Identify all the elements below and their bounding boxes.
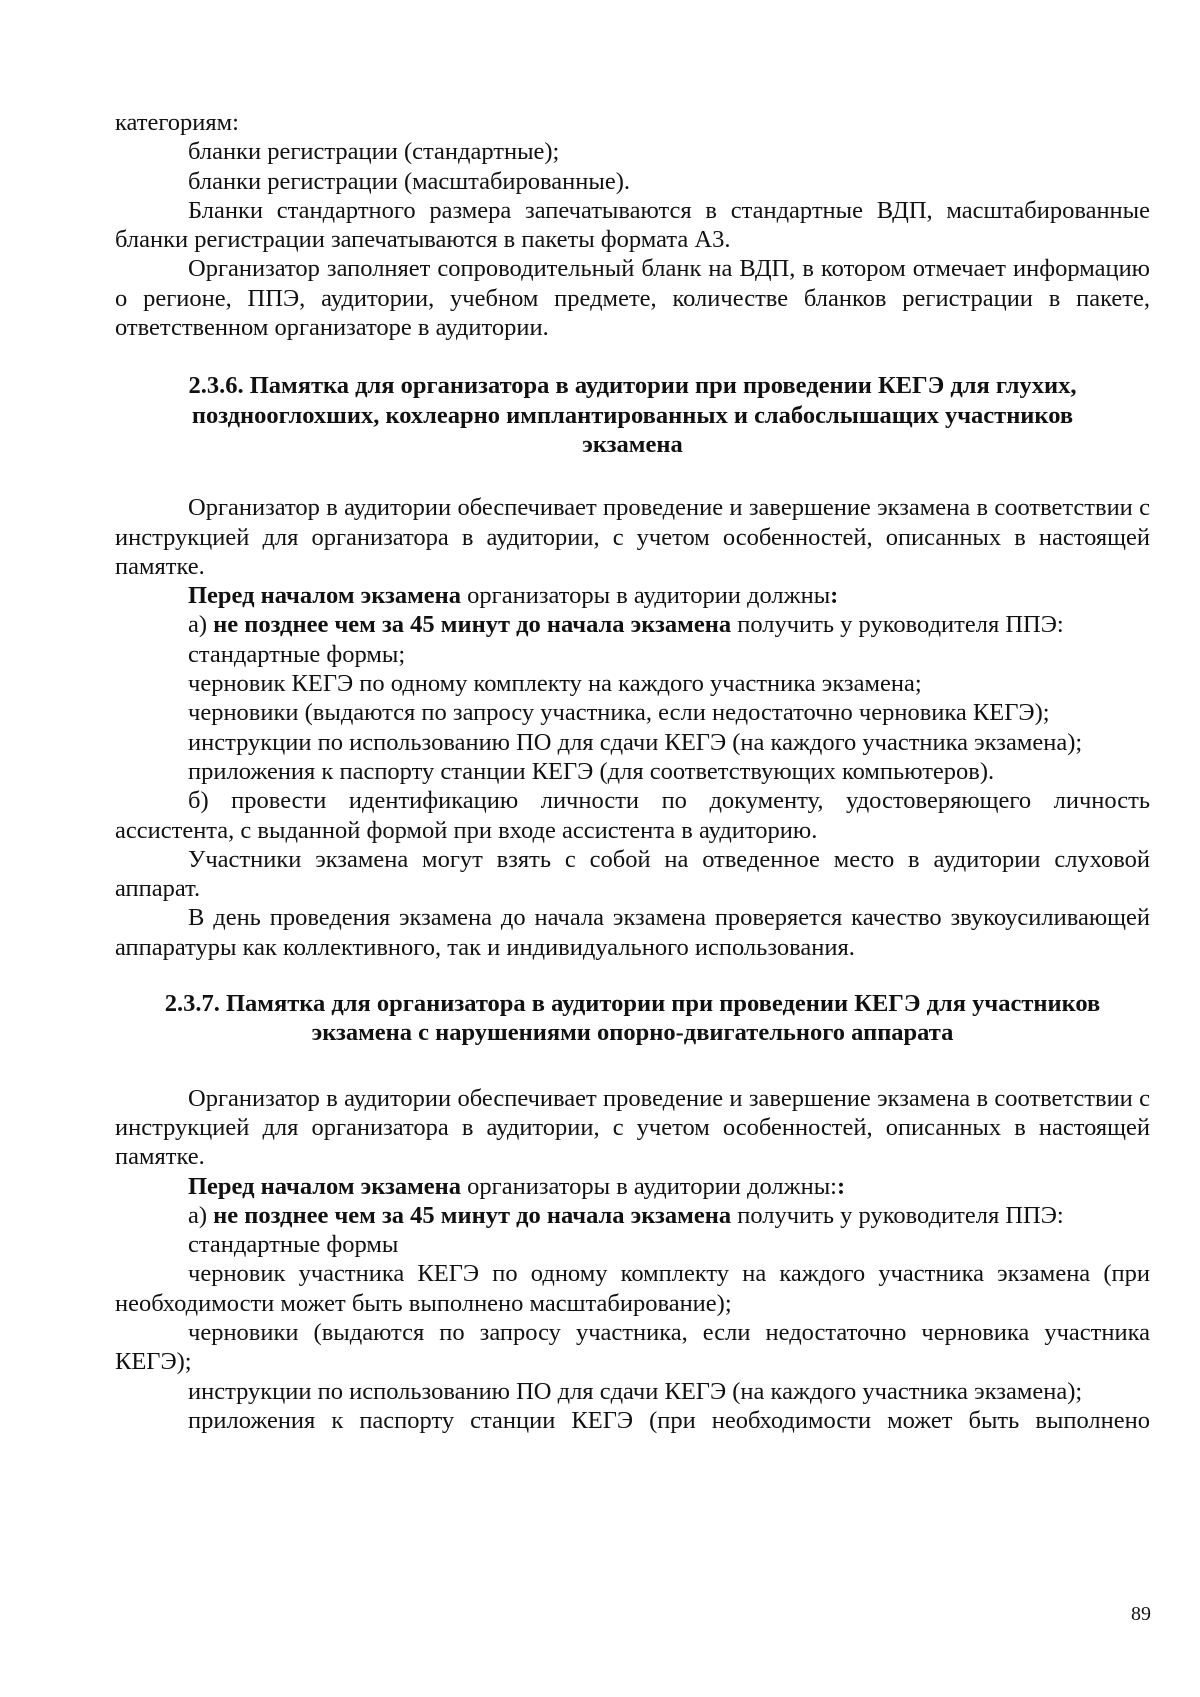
- list-item: черновики (выдаются по запросу участника, если недостаточно черновика КЕГЭ);: [188, 699, 1050, 727]
- text: а): [188, 1201, 214, 1229]
- list-item: приложения к паспорту станции КЕГЭ (для соответствующих компьютеров).: [188, 757, 995, 785]
- text: организаторы в аудитории должны: [461, 582, 831, 610]
- list-item: стандартные формы: [188, 1231, 399, 1259]
- heading-line: 2.3.6. Памятка для организатора в аудитории при проведении КЕГЭ для глухих,: [188, 372, 1077, 400]
- text: а): [188, 611, 214, 639]
- paragraph-packaging: Бланки стандартного размера запечатываются в стандартные ВДП, масштабированные бланки регистрации запечатываются в пакеты формата А3.: [115, 196, 1150, 254]
- bold-text: не позднее чем за 45 минут до начала экзамена: [213, 611, 732, 639]
- list-item: черновик участника КЕГЭ по одному комплекту на каждого участника экзамена (при необходимости может быть выполнено масштабирование);: [115, 1260, 1150, 1317]
- paragraph-item-b: б) провести идентификацию личности по документу, удостоверяющего личность ассистента, с выданной формой при входе ассистента в аудиторию.: [115, 787, 1150, 844]
- heading-line: экзамена с нарушениями опорно-двигательного аппарата: [311, 1019, 954, 1047]
- section-heading-2-3-6: [115, 371, 1150, 459]
- list-item: инструкции по использованию ПО для сдачи КЕГЭ (на каждого участника экзамена);: [188, 1377, 1083, 1405]
- paragraph-organizer-duty: Организатор в аудитории обеспечивает проведение и завершение экзамена в соответствии с инструкцией для организатора в аудитории, с учетом особенностей, описанных в настоящей памятке.: [115, 494, 1150, 580]
- bold-text: Перед началом экзамена: [188, 1172, 462, 1200]
- text: организаторы в аудитории должны:: [461, 1172, 837, 1200]
- list-item: черновик КЕГЭ по одному комплекту на каждого участника экзамена;: [188, 670, 922, 698]
- bold-text: Перед началом экзамена: [188, 582, 462, 610]
- paragraph-sound-check: В день проведения экзамена до начала экзамена проверяется качество звукоусиливающей аппаратуры как коллективного, так и индивидуального использования.: [115, 904, 1150, 961]
- heading-line: экзамена: [582, 430, 683, 458]
- text: получить у руководителя ППЭ:: [731, 611, 1064, 639]
- page-content: [115, 108, 1150, 1435]
- list-item-standard-forms: бланки регистрации (стандартные);: [188, 138, 560, 166]
- paragraph-item-a: [115, 610, 1150, 639]
- paragraph-item-a: [115, 1201, 1150, 1230]
- paragraph-before-exam: [115, 581, 1150, 610]
- heading-line: позднооглохших, кохлеарно имплантированных и слабослышащих участников: [191, 401, 1074, 429]
- bold-text: не позднее чем за 45 минут до начала экзамена: [213, 1201, 732, 1229]
- heading-line: 2.3.7. Памятка для организатора в аудитории при проведении КЕГЭ для участников: [164, 990, 1101, 1018]
- paragraph-organizer-duty: Организатор в аудитории обеспечивает проведение и завершение экзамена в соответствии с инструкцией для организатора в аудитории, с учетом особенностей, описанных в настоящей памятке.: [115, 1084, 1150, 1171]
- list-item: приложения к паспорту станции КЕГЭ (при необходимости может быть выполнено: [188, 1406, 1150, 1434]
- page-number: 89: [1131, 1603, 1151, 1625]
- section-heading-2-3-7: [115, 989, 1150, 1048]
- list-item-scaled-forms: бланки регистрации (масштабированные).: [188, 167, 630, 195]
- list-item: инструкции по использованию ПО для сдачи КЕГЭ (на каждого участника экзамена);: [188, 728, 1083, 756]
- bold-text: :: [836, 1172, 846, 1200]
- intro-line-categories: категориям:: [115, 109, 239, 136]
- bold-text: :: [830, 582, 839, 610]
- list-item: стандартные формы;: [188, 640, 406, 668]
- text: получить у руководителя ППЭ:: [731, 1201, 1064, 1229]
- list-item: черновики (выдаются по запросу участника, если недостаточно черновика участника КЕГЭ);: [115, 1318, 1150, 1376]
- paragraph-cover-form: Организатор заполняет сопроводительный бланк на ВДП, в котором отмечает информацию о регионе, ППЭ, аудитории, учебном предмете, количестве бланков регистрации в пакете, ответственном организаторе в аудитории.: [115, 255, 1150, 342]
- paragraph-before-exam: [115, 1172, 1150, 1201]
- paragraph-hearing-aid: Участники экзамена могут взять с собой на отведенное место в аудитории слуховой аппарат.: [115, 845, 1150, 903]
